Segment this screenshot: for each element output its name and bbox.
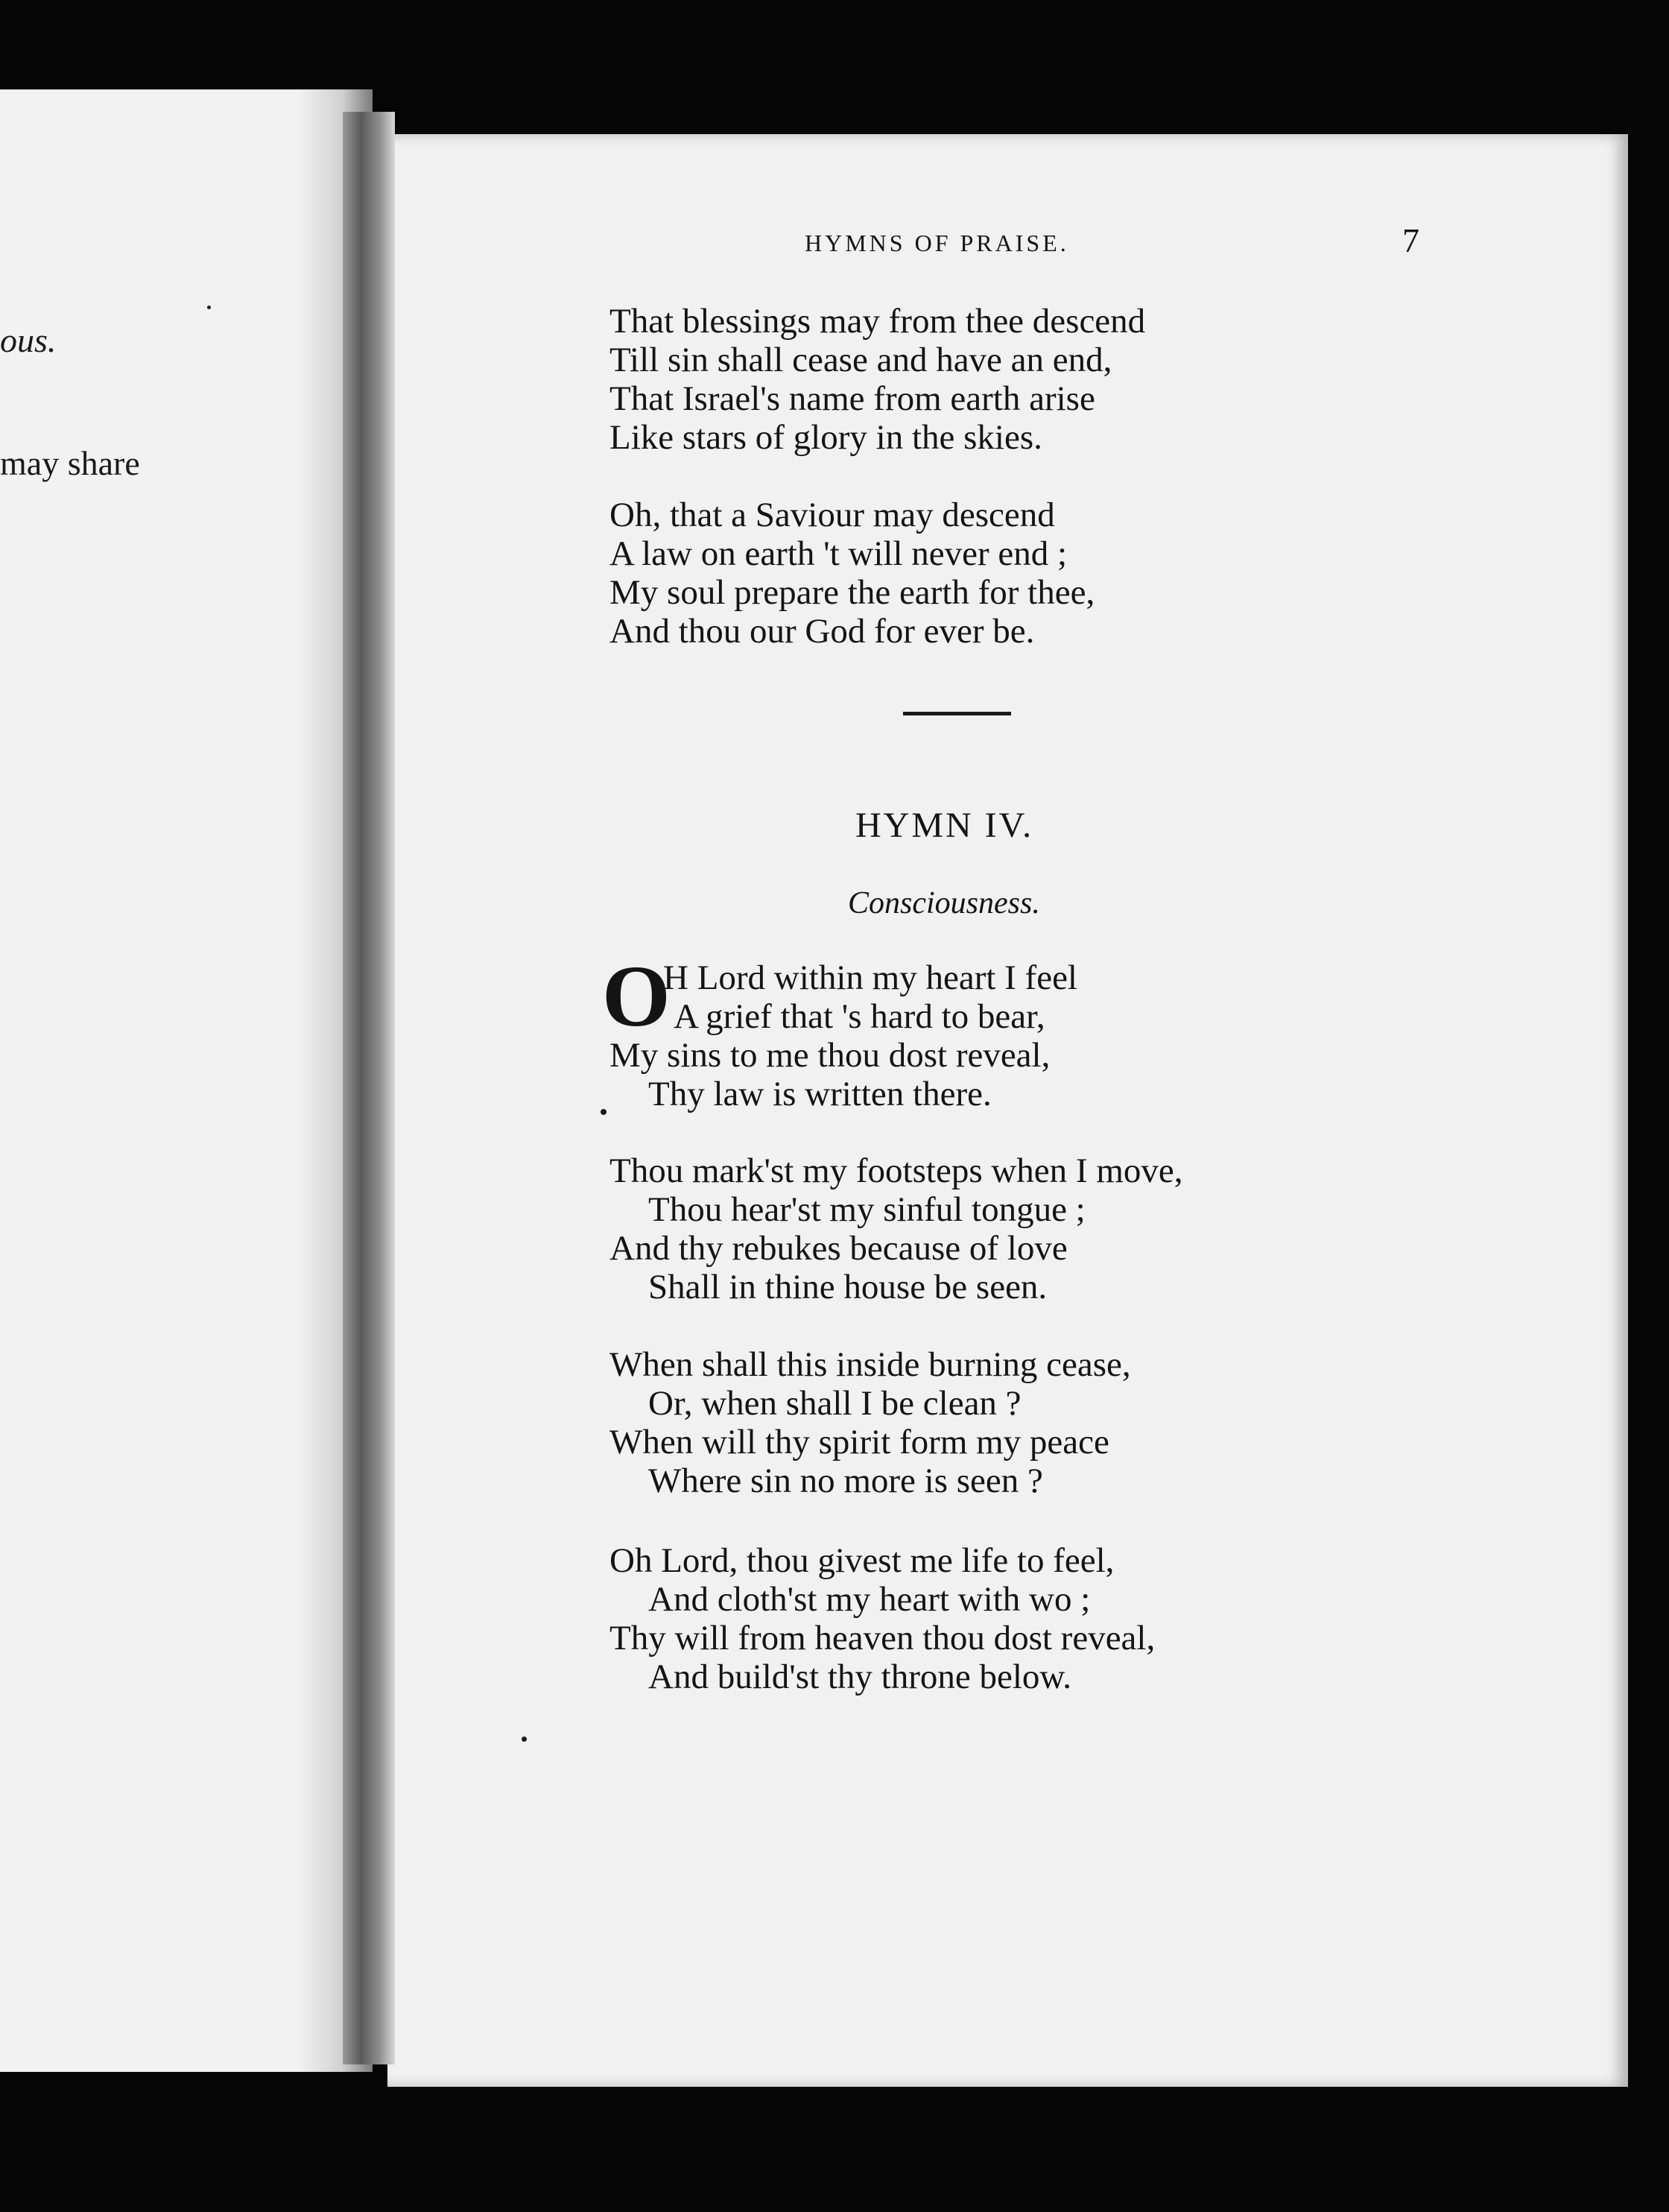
verse-line: When shall this inside burning cease,: [609, 1345, 1131, 1384]
verse-line: Thy will from heaven thou dost reveal,: [609, 1619, 1156, 1658]
verse-line: Till sin shall cease and have an end,: [609, 341, 1112, 379]
drop-cap: O: [602, 947, 671, 1045]
ink-speck: [522, 1737, 527, 1742]
hymn-title: HYMN IV.: [855, 806, 1034, 845]
verse-line: My soul prepare the earth for thee,: [609, 573, 1095, 612]
verse-line: A law on earth 't will never end ;: [609, 534, 1068, 573]
verse-line: That Israel's name from earth arise: [609, 379, 1095, 418]
verse-line: And build'st thy throne below.: [648, 1658, 1072, 1696]
verse-line: And cloth'st my heart with wo ;: [648, 1580, 1091, 1619]
verse-line: Thou mark'st my footsteps when I move,: [609, 1151, 1183, 1190]
verse-line: Thy law is written there.: [648, 1075, 992, 1113]
verse-line: H Lord within my heart I feel: [663, 958, 1077, 997]
verse-line: That blessings may from thee descend: [609, 302, 1146, 341]
ink-speck: [207, 306, 211, 309]
ink-speck: [601, 1109, 607, 1115]
page-number: 7: [1402, 221, 1419, 259]
hymn-subtitle: Consciousness.: [848, 886, 1040, 920]
verse-line: Like stars of glory in the skies.: [609, 418, 1042, 457]
left-page-fragment: may share: [0, 444, 140, 482]
left-page-fragment: ous.: [0, 321, 57, 359]
hymn-stanza: [609, 1345, 1131, 1500]
section-divider: [903, 712, 1011, 715]
verse-line: When will thy spirit form my peace: [609, 1423, 1109, 1462]
page-gutter: [343, 112, 395, 2064]
verse-line: Oh Lord, thou givest me life to feel,: [609, 1541, 1115, 1580]
verse-line: Shall in thine house be seen.: [648, 1268, 1048, 1306]
verse-line: Thou hear'st my sinful tongue ;: [648, 1190, 1086, 1229]
verse-line: And thou our God for ever be.: [609, 612, 1035, 651]
hymn-stanza: [609, 997, 1050, 1113]
hymn-stanza: [609, 1151, 1183, 1306]
verse-line: Where sin no more is seen ?: [648, 1462, 1043, 1500]
verse-line: A grief that 's hard to bear,: [674, 997, 1045, 1036]
previous-hymn-stanza: [609, 496, 1095, 651]
hymn-stanza: [609, 1541, 1155, 1696]
left-facing-page: [0, 89, 373, 2072]
verse-line: Or, when shall I be clean ?: [648, 1384, 1022, 1423]
verse-line: Oh, that a Saviour may descend: [609, 496, 1055, 534]
running-head: HYMNS OF PRAISE.: [805, 230, 1069, 256]
previous-hymn-stanza: [609, 302, 1145, 457]
verse-line: And thy rebukes because of love: [609, 1229, 1068, 1268]
verse-line: My sins to me thou dost reveal,: [609, 1036, 1051, 1075]
